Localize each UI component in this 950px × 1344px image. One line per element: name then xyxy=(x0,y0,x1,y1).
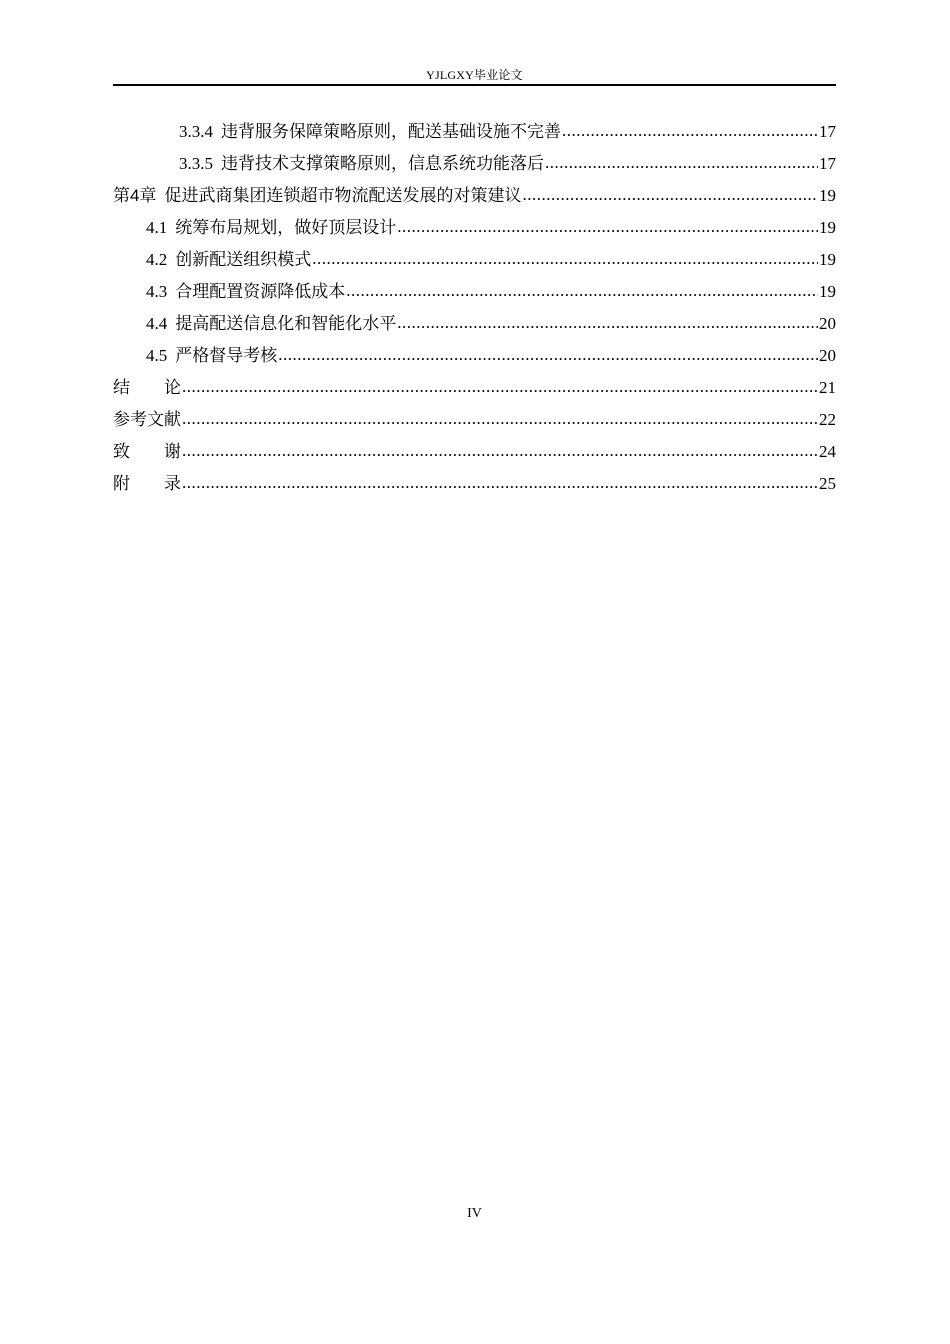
toc-entry-4-3[interactable] xyxy=(113,276,836,308)
toc-entry-title: 违背服务保障策略原则，配送基础设施不完善 xyxy=(221,122,561,141)
toc-entry-references[interactable] xyxy=(113,404,836,436)
dot-leader xyxy=(182,403,818,435)
toc-entry-number: 4.1 xyxy=(146,218,168,237)
toc-entry-acknowledgements[interactable] xyxy=(113,436,836,468)
toc-entry-page: 19 xyxy=(819,186,836,205)
toc-entry-4-2[interactable] xyxy=(113,244,836,276)
dot-leader xyxy=(562,115,818,147)
toc-entry-page: 17 xyxy=(819,154,836,173)
toc-entry-title: 违背技术支撑策略原则，信息系统功能落后 xyxy=(221,154,544,173)
toc-entry-page: 19 xyxy=(819,282,836,301)
toc-entry-number: 4.4 xyxy=(146,314,168,333)
toc-entry-title: 合理配置资源降低成本 xyxy=(175,282,346,301)
toc-entry-4-1[interactable] xyxy=(113,212,836,244)
page-header: YJLGXY毕业论文 xyxy=(426,68,523,82)
toc-entry-page: 25 xyxy=(819,474,836,493)
toc-entry-page: 21 xyxy=(819,378,836,397)
dot-leader xyxy=(522,179,818,211)
toc-entry-number: 3.3.5 xyxy=(179,154,213,173)
toc-entry-page: 24 xyxy=(819,442,836,461)
toc-entry-title: 提高配送信息化和智能化水平 xyxy=(175,314,397,333)
toc-entry-page: 20 xyxy=(819,314,836,333)
toc-entry-chapter-4[interactable] xyxy=(113,180,836,212)
toc-entry-title-char: 谢 xyxy=(164,442,181,461)
dot-leader xyxy=(182,467,818,499)
dot-leader xyxy=(312,243,818,275)
toc-entry-4-4[interactable] xyxy=(113,308,836,340)
toc-entry-number: 3.3.4 xyxy=(179,122,213,141)
toc-entry-title: 参考文献 xyxy=(113,410,181,429)
dot-leader xyxy=(182,371,818,403)
toc-entry-title: 创新配送组织模式 xyxy=(175,250,312,269)
toc-entry-number: 4.5 xyxy=(146,346,168,365)
toc-entry-3-3-4[interactable] xyxy=(113,116,836,148)
dot-leader xyxy=(278,339,818,371)
toc-entry-page: 19 xyxy=(819,250,836,269)
toc-entry-title-char: 致 xyxy=(113,442,130,461)
dot-leader xyxy=(545,147,818,179)
toc-entry-title-char: 论 xyxy=(164,378,181,397)
toc-entry-page: 22 xyxy=(819,410,836,429)
toc-entry-4-5[interactable] xyxy=(113,340,836,372)
page-number: IV xyxy=(467,1206,482,1221)
dot-leader xyxy=(397,211,818,243)
toc-entry-title: 统筹布局规划，做好顶层设计 xyxy=(175,218,397,237)
toc-entry-number: 4.3 xyxy=(146,282,168,301)
dot-leader xyxy=(182,435,818,467)
toc-entry-page: 20 xyxy=(819,346,836,365)
toc-entry-number: 4.2 xyxy=(146,250,168,269)
toc-entry-title-char: 附 xyxy=(113,474,130,493)
toc-entry-page: 19 xyxy=(819,218,836,237)
toc-entry-title: 严格督导考核 xyxy=(175,346,278,365)
toc-entry-page: 17 xyxy=(819,122,836,141)
toc-entry-title-char: 录 xyxy=(164,474,181,493)
toc-entry-number: 第4章 xyxy=(113,186,157,205)
toc-entry-appendix[interactable] xyxy=(113,468,836,500)
header-rule xyxy=(113,84,836,86)
toc-entry-conclusion[interactable] xyxy=(113,372,836,404)
dot-leader xyxy=(346,275,818,307)
toc-entry-title-char: 结 xyxy=(113,378,130,397)
toc-entry-title: 促进武商集团连锁超市物流配送发展的对策建议 xyxy=(164,186,522,205)
dot-leader xyxy=(397,307,818,339)
toc-entry-3-3-5[interactable] xyxy=(113,148,836,180)
table-of-contents xyxy=(113,116,836,500)
